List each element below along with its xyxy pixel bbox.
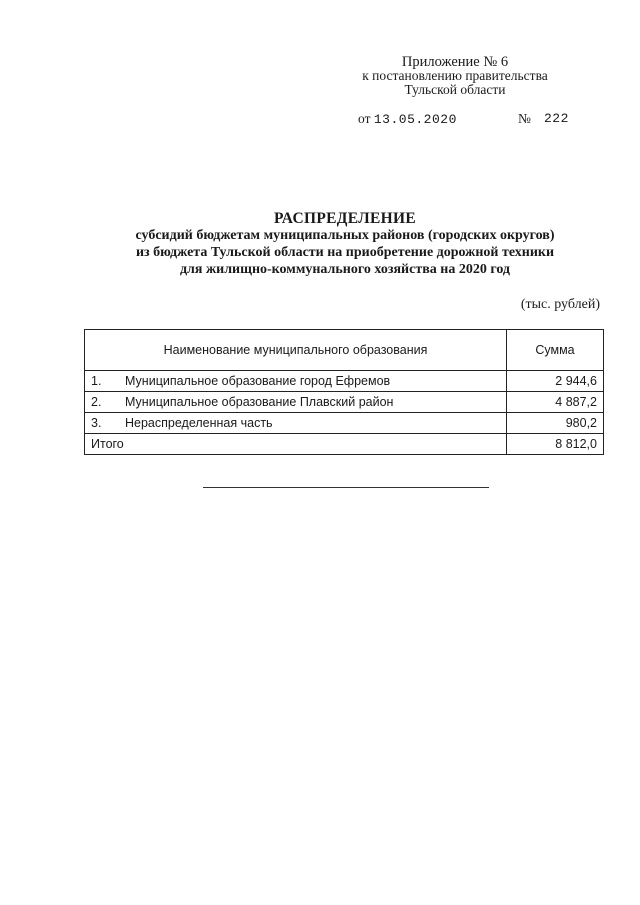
row-name-cell xyxy=(85,392,507,413)
table-row xyxy=(85,371,604,392)
row-name-cell xyxy=(85,413,507,434)
row-name: Нераспределенная часть xyxy=(125,416,273,430)
title-heading: РАСПРЕДЕЛЕНИЕ xyxy=(274,210,416,227)
row-name-cell xyxy=(85,371,507,392)
row-name: Муниципальное образование город Ефремов xyxy=(125,374,391,388)
header-name: Наименование муниципального образования xyxy=(85,330,507,371)
title-line-2: субсидий бюджетам муниципальных районов (городских округов) xyxy=(135,228,555,243)
row-number: 3. xyxy=(91,416,102,430)
decree-number: 222 xyxy=(544,111,569,126)
decree-date: 13.05.2020 xyxy=(373,112,457,127)
decree-reference xyxy=(358,111,569,127)
document-title xyxy=(85,210,605,278)
total-label: Итого xyxy=(85,434,507,455)
header-sum: Сумма xyxy=(507,330,604,371)
appendix-number: Приложение № 6 xyxy=(401,54,509,70)
table-row xyxy=(85,392,604,413)
title-line-3: из бюджета Тульской области на приобретение дорожной техники xyxy=(135,245,555,260)
table-header-row xyxy=(85,330,604,371)
row-sum: 980,2 xyxy=(507,413,604,434)
table-row xyxy=(85,413,604,434)
row-sum: 2 944,6 xyxy=(507,371,604,392)
units-note: (тыс. рублей) xyxy=(520,297,600,312)
row-number: 1. xyxy=(91,374,102,388)
appendix-region: Тульской области xyxy=(404,82,506,97)
decree-from-label: от xyxy=(358,111,371,126)
title-line-4: для жилищно-коммунального хозяйства на 2020 год xyxy=(179,262,511,277)
appendix-to-decree: к постановлению правительства xyxy=(362,68,548,83)
row-number: 2. xyxy=(91,395,102,409)
row-sum: 4 887,2 xyxy=(507,392,604,413)
distribution-table xyxy=(84,329,604,455)
closing-rule xyxy=(203,487,489,488)
total-sum: 8 812,0 xyxy=(507,434,604,455)
appendix-header xyxy=(340,55,570,97)
decree-number-label: № xyxy=(518,111,531,126)
row-name: Муниципальное образование Плавский район xyxy=(125,395,394,409)
table-total-row xyxy=(85,434,604,455)
